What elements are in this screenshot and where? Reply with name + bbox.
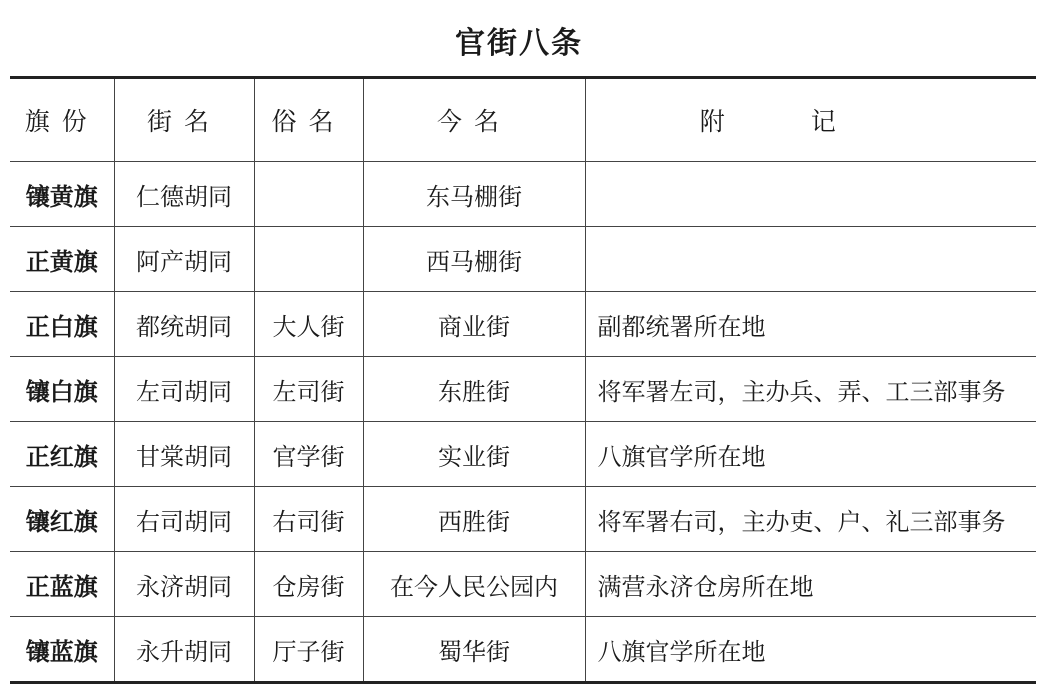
cell-street-name: 左司胡同 — [114, 357, 254, 422]
header-common-name: 俗名 — [254, 78, 363, 162]
table-title: 官街八条 — [455, 26, 583, 61]
cell-banner: 镶蓝旗 — [10, 617, 114, 683]
cell-note — [585, 162, 1036, 227]
cell-street-name: 永升胡同 — [114, 617, 254, 683]
cell-common-name: 官学街 — [254, 422, 363, 487]
cell-note: 将军署右司，主办吏、户、礼三部事务 — [585, 487, 1036, 552]
cell-modern-name: 商业街 — [363, 292, 585, 357]
table-row — [10, 227, 1036, 292]
cell-modern-name: 蜀华街 — [363, 617, 585, 683]
cell-modern-name: 西胜街 — [363, 487, 585, 552]
table-row — [10, 162, 1036, 227]
cell-common-name — [254, 162, 363, 227]
cell-banner: 正蓝旗 — [10, 552, 114, 617]
table-row — [10, 292, 1036, 357]
cell-banner: 镶黄旗 — [10, 162, 114, 227]
cell-note: 八旗官学所在地 — [585, 617, 1036, 683]
table-row — [10, 552, 1036, 617]
cell-modern-name: 西马棚街 — [363, 227, 585, 292]
cell-note: 满营永济仓房所在地 — [585, 552, 1036, 617]
cell-note: 将军署左司，主办兵、弄、工三部事务 — [585, 357, 1036, 422]
cell-note: 副都统署所在地 — [585, 292, 1036, 357]
cell-street-name: 阿产胡同 — [114, 227, 254, 292]
header-row — [10, 78, 1036, 162]
table-row — [10, 357, 1036, 422]
cell-modern-name: 实业街 — [363, 422, 585, 487]
table-body — [10, 162, 1036, 683]
table-row — [10, 422, 1036, 487]
header-banner: 旗份 — [10, 78, 114, 162]
cell-note: 八旗官学所在地 — [585, 422, 1036, 487]
cell-common-name: 大人街 — [254, 292, 363, 357]
cell-modern-name: 在今人民公园内 — [363, 552, 585, 617]
cell-note — [585, 227, 1036, 292]
cell-common-name: 仓房街 — [254, 552, 363, 617]
cell-common-name: 右司街 — [254, 487, 363, 552]
cell-street-name: 右司胡同 — [114, 487, 254, 552]
table-row — [10, 487, 1036, 552]
cell-common-name: 厅子街 — [254, 617, 363, 683]
streets-table — [10, 76, 1036, 684]
cell-banner: 正白旗 — [10, 292, 114, 357]
cell-street-name: 甘棠胡同 — [114, 422, 254, 487]
cell-modern-name: 东马棚街 — [363, 162, 585, 227]
cell-modern-name: 东胜街 — [363, 357, 585, 422]
header-street-name: 街名 — [114, 78, 254, 162]
cell-common-name — [254, 227, 363, 292]
header-modern-name: 今名 — [363, 78, 585, 162]
cell-banner: 正红旗 — [10, 422, 114, 487]
cell-banner: 镶白旗 — [10, 357, 114, 422]
header-note: 附记 — [585, 78, 1036, 162]
cell-banner: 正黄旗 — [10, 227, 114, 292]
cell-street-name: 永济胡同 — [114, 552, 254, 617]
cell-street-name: 仁德胡同 — [114, 162, 254, 227]
cell-street-name: 都统胡同 — [114, 292, 254, 357]
table-row — [10, 617, 1036, 683]
cell-common-name: 左司街 — [254, 357, 363, 422]
cell-banner: 镶红旗 — [10, 487, 114, 552]
